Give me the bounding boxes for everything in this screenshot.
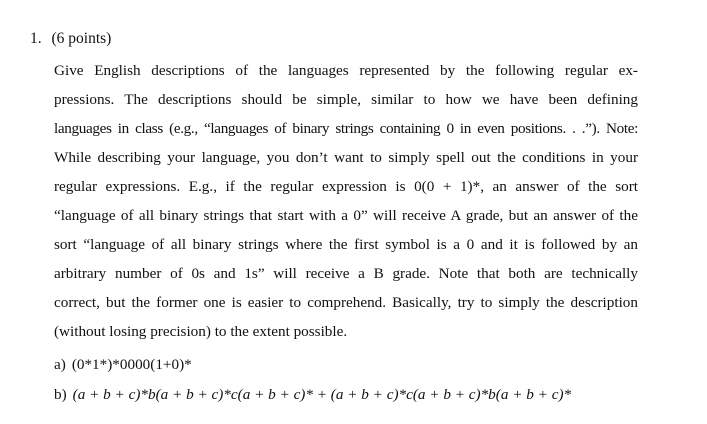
problem-points: (6 points)	[51, 30, 112, 47]
problem-header	[30, 30, 111, 48]
description-line: (without losing precision) to the extent possible.	[54, 323, 348, 340]
regex-expression: (a + b + c)*b(a + b + c)*c(a + b + c)* + (a + b + c)*c(a + b + c)*b(a + b + c)*	[72, 386, 572, 403]
regex-item-b	[54, 380, 571, 410]
description-line: arbitrary number of 0s and 1s” will receive a B grade. Note that both are technically	[54, 265, 638, 282]
description-line: While describing your language, you don’t want to simply spell out the conditions in your	[54, 149, 638, 166]
item-label: b)	[54, 386, 67, 403]
description-line: regular expressions. E.g., if the regular expression is 0(0 + 1)*, an answer of the sort	[54, 178, 638, 195]
regex-expression: (0*1*)*0000(1+0)*	[71, 356, 192, 373]
description-line: correct, but the former one is easier to comprehend. Basically, try to simply the description	[54, 294, 638, 311]
item-label: a)	[54, 356, 66, 373]
description-line: sort “language of all binary strings where the first symbol is a 0 and it is followed by an	[54, 236, 638, 253]
description-line: pressions. The descriptions should be simple, similar to how we have been defining	[54, 91, 638, 108]
regex-item-a	[54, 350, 571, 380]
regex-list	[54, 350, 571, 410]
problem-description	[54, 56, 638, 346]
problem-number: 1.	[30, 30, 42, 47]
description-line: Give English descriptions of the languages represented by the following regular ex-	[54, 62, 638, 79]
description-line: languages in class (e.g., “languages of binary strings containing 0 in even positions. . .”). Note:	[54, 120, 638, 137]
description-line: “language of all binary strings that start with a 0” will receive A grade, but an answer of the	[54, 207, 638, 224]
